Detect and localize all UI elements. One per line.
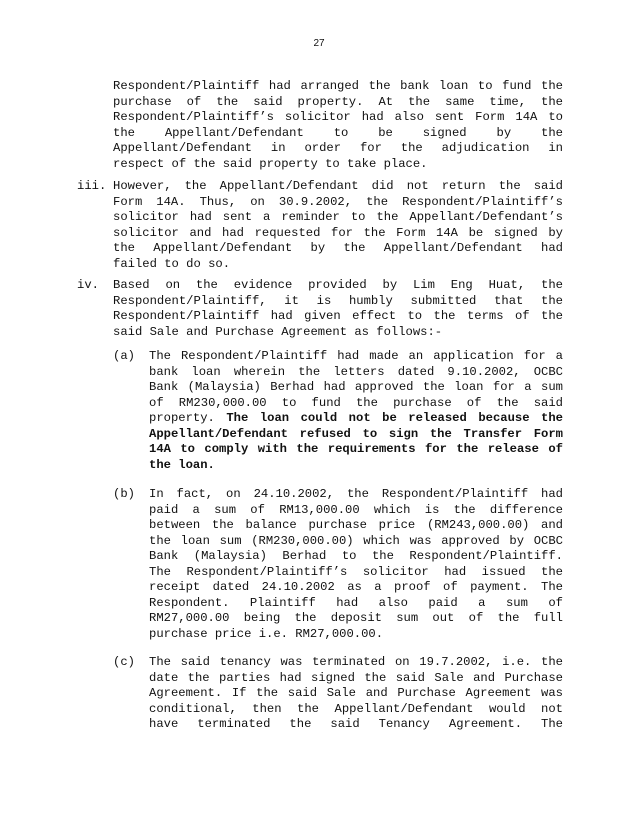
subparagraph-b: [149, 487, 563, 642]
text-line: said Sale and Purchase Agreement as follows:-: [113, 324, 443, 339]
bold-text-line: [149, 442, 563, 458]
text-line: RM27,000.00 being the deposit sum out of the full: [149, 611, 563, 625]
text-line: [149, 411, 563, 427]
text-line: the Appellant/Defendant by the Appellant/Defendant had: [113, 241, 563, 255]
text-line: Bank (Malaysia) Berhad had approved the loan for a sum: [149, 380, 563, 394]
paragraph-iv: [113, 278, 563, 340]
bold-text: the loan.: [149, 457, 215, 472]
text-line: solicitor and had requested for the Form 14A be signed by: [113, 225, 563, 240]
subparagraph-marker-c: (c): [113, 655, 135, 669]
text-line: Based on the evidence provided by Lim Eng Huat, the: [113, 278, 563, 292]
text-line: failed to do so.: [113, 256, 231, 271]
text-line: Bank (Malaysia) Berhad to the Respondent/Plaintiff.: [149, 549, 563, 563]
subparagraph-c: [149, 655, 563, 733]
text-line: Respondent/Plaintiff, it is humbly submitted that the: [113, 293, 563, 308]
text-line: The said tenancy was terminated on 19.7.2002, i.e. the: [149, 655, 563, 669]
subparagraph-marker-a: (a): [113, 349, 135, 363]
bold-text-line: [149, 458, 563, 474]
text-line: receipt dated 24.10.2002 as a proof of payment. The: [149, 580, 563, 594]
text-line: date the parties had signed the said Sale and Purchase: [149, 670, 563, 685]
bold-text: 14A to comply with the requirements for the release of: [149, 442, 563, 456]
paragraph-marker-iv: iv.: [77, 278, 99, 292]
text-line: The Respondent/Plaintiff’s solicitor had issued the: [149, 564, 563, 579]
paragraph-marker-iii: iii.: [77, 179, 107, 193]
bold-text-line: [149, 427, 563, 443]
bold-text: Appellant/Defendant refused to sign the Transfer Form: [149, 426, 563, 441]
text-line: between the balance purchase price (RM243,000.00) and: [149, 518, 563, 532]
text-line: solicitor had sent a reminder to the Appellant/Defendant’s: [113, 210, 563, 224]
paragraph-iii: [113, 179, 563, 272]
text-line: Respondent. Plaintiff had also paid a sum of: [149, 595, 563, 610]
paragraph-continuation: [113, 79, 563, 172]
bold-text: The loan could not be released because the: [226, 411, 563, 425]
subparagraph-marker-b: (b): [113, 487, 135, 501]
text-line: Respondent/Plaintiff had given effect to the terms of the: [113, 309, 563, 323]
text-line: bank loan wherein the letters dated 9.10.2002, OCBC: [149, 364, 563, 379]
text-fragment: property.: [149, 411, 215, 425]
text-line: paid a sum of RM13,000.00 which is the difference: [149, 502, 563, 517]
text-line: However, the Appellant/Defendant did not return the said: [113, 179, 563, 193]
text-line: Respondent/Plaintiff’s solicitor had also sent Form 14A to: [113, 110, 563, 124]
text-line: purchase price i.e. RM27,000.00.: [149, 626, 384, 641]
text-line: purchase of the said property. At the same time, the: [113, 94, 563, 109]
text-line: respect of the said property to take place.: [113, 156, 428, 171]
subparagraph-a: [149, 349, 563, 473]
text-line: Respondent/Plaintiff had arranged the bank loan to fund the: [113, 79, 563, 93]
text-line: Agreement. If the said Sale and Purchase Agreement was: [149, 686, 563, 700]
text-line: Appellant/Defendant in order for the adjudication in: [113, 141, 563, 155]
page-number: 27: [313, 38, 325, 49]
text-line: the Appellant/Defendant to be signed by the: [113, 125, 563, 140]
text-line: Form 14A. Thus, on 30.9.2002, the Respondent/Plaintiff’s: [113, 194, 563, 209]
text-line: In fact, on 24.10.2002, the Respondent/Plaintiff had: [149, 487, 563, 501]
text-line: The Respondent/Plaintiff had made an application for a: [149, 349, 563, 363]
text-line: of RM230,000.00 to fund the purchase of the said: [149, 395, 563, 410]
text-line: conditional, then the Appellant/Defendant would not: [149, 701, 563, 716]
text-line: have terminated the said Tenancy Agreement. The: [149, 717, 563, 731]
text-line: the loan sum (RM230,000.00) which was approved by OCBC: [149, 533, 563, 548]
